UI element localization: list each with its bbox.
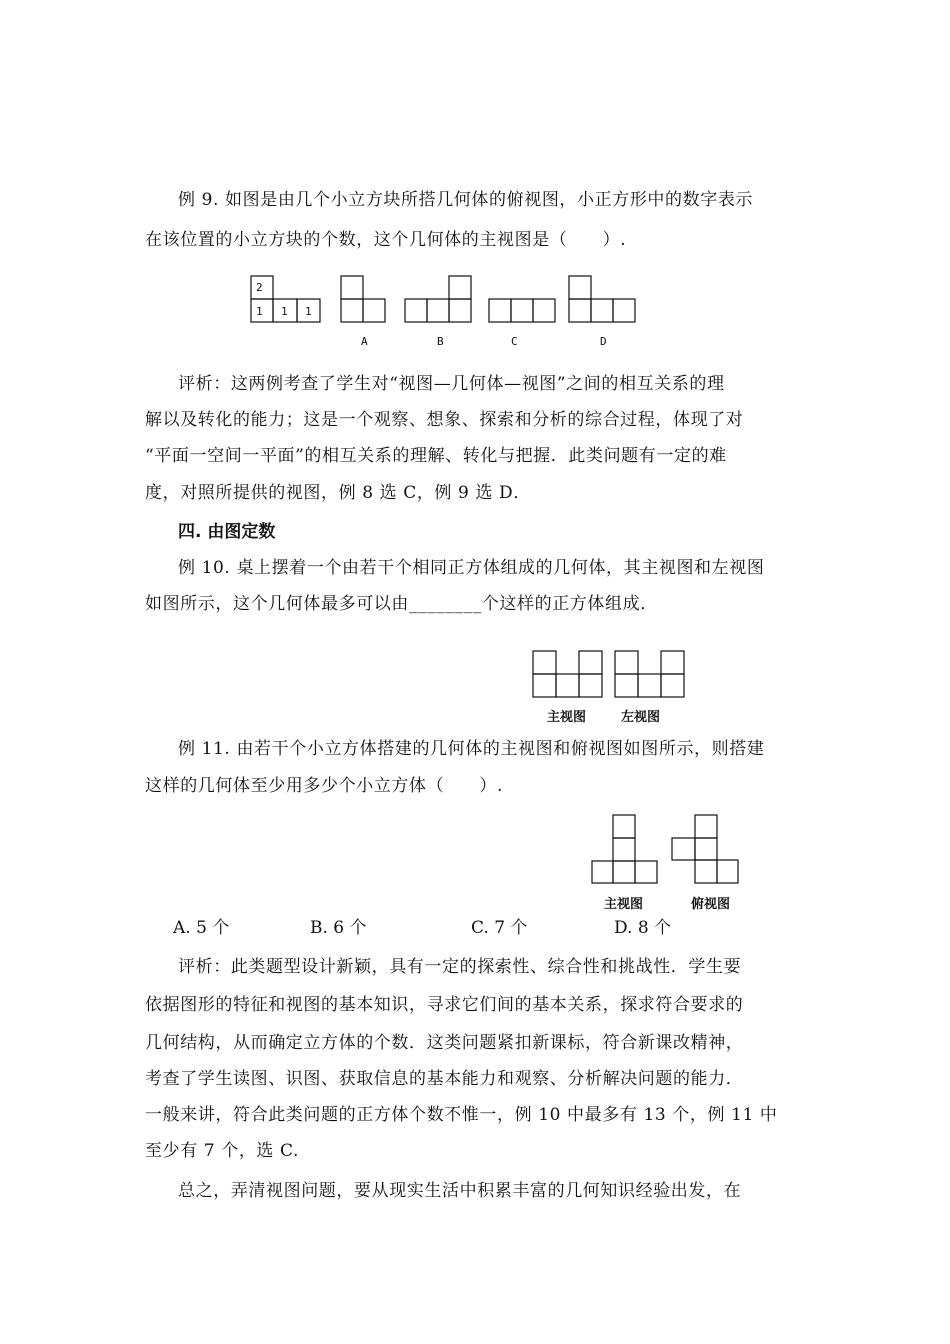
option-label-c: C [511, 335, 518, 348]
example10-caption-front: 主视图 [547, 710, 587, 725]
example11-caption-top: 俯视图 [691, 897, 731, 912]
top-view-number-3: 1 [281, 305, 288, 318]
example9-line1: 例 9. 如图是由几个小立方块所搭几何体的俯视图，小正方形中的数字表示 [178, 190, 754, 210]
example10-figure [530, 648, 690, 700]
option-d: D. 8 个 [614, 918, 672, 938]
analysis2-line4: 考查了学生读图、识图、获取信息的基本能力和观察、分析解决问题的能力． [145, 1069, 744, 1089]
option-label-a: A [361, 335, 368, 348]
top-view-number-4: 1 [305, 305, 312, 318]
example10-caption-left: 左视图 [621, 710, 661, 725]
top-view-number-1: 2 [256, 281, 263, 294]
example10-line2: 如图所示，这个几何体最多可以由________个这样的正方体组成． [145, 594, 658, 614]
analysis1-line4: 度，对照所提供的视图，例 8 选 C，例 9 选 D． [145, 483, 531, 503]
analysis2-line3: 几何结构，从而确定立方体的个数．这类问题紧扣新课标，符合新课改精神， [145, 1033, 744, 1053]
option-b: B. 6 个 [310, 918, 367, 938]
option-label-b: B [437, 335, 444, 348]
example11-line2: 这样的几何体至少用多少个小立方体（ ）. [145, 776, 504, 796]
conclusion-line1: 总之，弄清视图问题，要从现实生活中积累丰富的几何知识经验出发，在 [178, 1181, 742, 1201]
example9-line2: 在该位置的小立方块的个数，这个几何体的主视图是（ ）. [145, 230, 627, 250]
option-a: A. 5 个 [173, 918, 230, 938]
option-c: C. 7 个 [471, 918, 528, 938]
example11-line1: 例 11. 由若干个小立方体搭建的几何体的主视图和俯视图如图所示，则搭建 [178, 739, 765, 759]
analysis2-line1: 评析：此类题型设计新颖，具有一定的探索性、综合性和挑战性．学生要 [178, 957, 742, 977]
analysis2-line5: 一般来讲，符合此类问题的正方体个数不惟一，例 10 中最多有 13 个，例 11 中 [145, 1105, 778, 1125]
top-view-number-2: 1 [256, 305, 263, 318]
analysis2-line6: 至少有 7 个，选 C. [145, 1141, 300, 1161]
example11-caption-front: 主视图 [604, 897, 644, 912]
option-label-d: D [600, 335, 607, 348]
analysis1-line2: 解以及转化的能力；这是一个观察、想象、探索和分析的综合过程，体现了对 [145, 410, 744, 430]
example10-line1: 例 10. 桌上摆着一个由若干个相同正方体组成的几何体，其主视图和左视图 [178, 558, 765, 578]
analysis1-line1: 评析：这两例考查了学生对“视图—几何体—视图”之间的相互关系的理 [178, 374, 725, 394]
analysis1-line3: “平面一空间一平面”的相互关系的理解、转化与把握．此类问题有一定的难 [145, 446, 727, 466]
analysis2-line2: 依据图形的特征和视图的基本知识，寻求它们间的基本关系，探求符合要求的 [145, 995, 744, 1015]
section-heading: 四. 由图定数 [178, 522, 276, 542]
example11-figure [590, 812, 745, 887]
